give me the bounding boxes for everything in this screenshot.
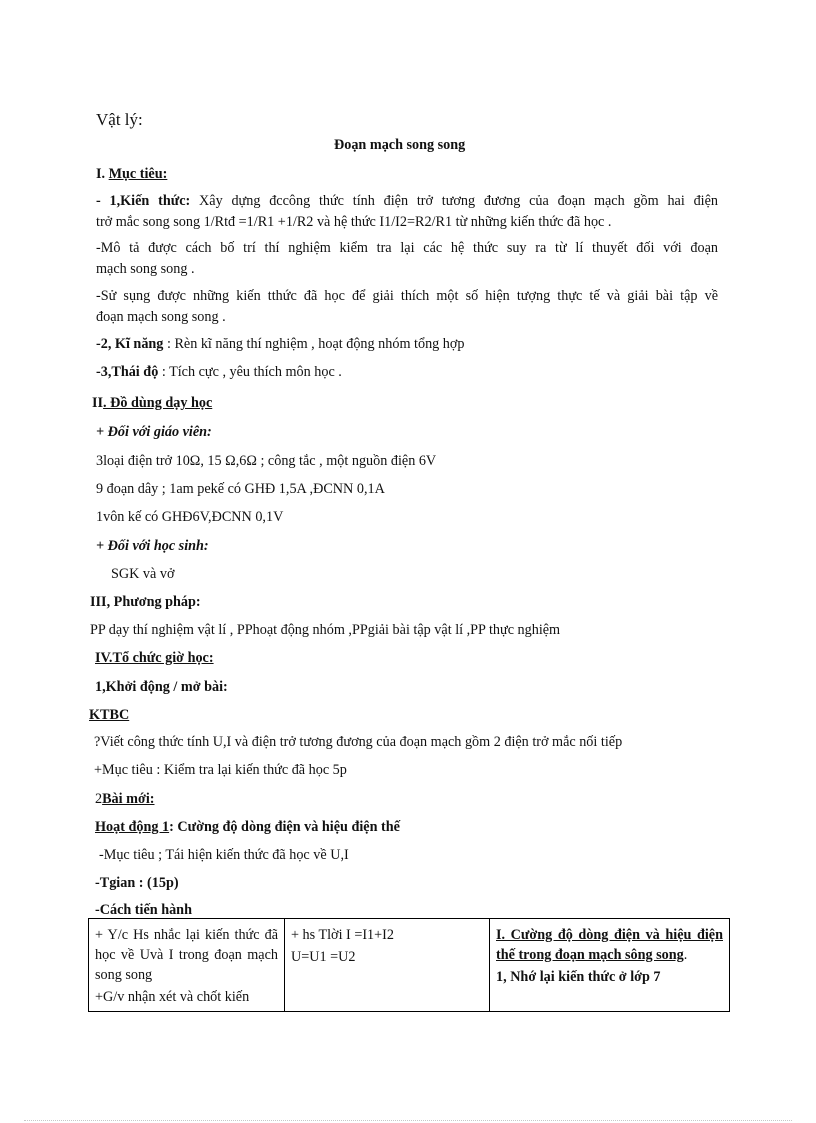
teacher-activity-2: +G/v nhận xét và chốt kiến [95,989,250,1005]
activity-1-goal-text: -Mục tiêu ; Tái hiện kiến thức đã học về U,I [99,847,349,863]
student-item: SGK và vở [111,566,175,582]
objective-knowledge-line-2: trở mắc song song 1/Rtđ =1/R1 +1/R2 và hệ thức I1/I2=R2/R1 từ những kiến thức đã học . [96,214,612,230]
section-3-heading: III, Phương pháp: [90,594,201,610]
ktbc-heading: KTBC [89,707,130,723]
teacher-item-1: 3loại điện trở 10Ω, 15 Ω,6Ω ; công tắc , một nguồn điện 6V [96,453,437,469]
section-1-heading [96,164,167,184]
ktbc-question: ?Viết công thức tính U,I và điện trở tương đương của đoạn mạch gồm 2 điện trở mắc nối tiếp [94,734,623,750]
activity-table [88,918,730,1012]
objective-knowledge-text: Xây dựng đccông thức tính điện trở tương đương của đoạn mạch gồm hai điện [190,193,718,209]
content-heading [496,925,723,965]
skill-lead: -2, Kĩ năng [96,336,164,352]
subject-label: Vật lý: [96,110,143,129]
student-activity-2: U=U1 =U2 [291,949,356,965]
new-lesson-heading [95,789,154,809]
section-4-heading: IV.Tổ chức giờ học: [95,650,214,666]
attitude-text: : Tích cực , yêu thích môn học . [158,364,342,380]
lesson-title: Đoạn mạch song song [334,137,466,153]
activity-1-goal [99,845,349,865]
section-1-title: Mục tiêu: [108,166,168,182]
teacher-item-2: 9 đoạn dây ; 1am pekế có GHĐ 1,5A ,ĐCNN 0,1A [96,481,385,497]
teacher-activity-cell [89,919,285,1012]
objective-describe-line-1: -Mô tả được cách bố trí thí nghiệm kiểm tra lại các hệ thức suy ra từ lí thuyết đối với đoạn [96,240,718,256]
section-2-heading [92,393,212,413]
objective-describe-line-2: mạch song song . [96,261,195,277]
activity-1-title: : Cường độ dòng điện và hiệu điện thế [169,819,400,835]
new-lesson-number: 2 [95,791,103,807]
student-activity-1: + hs Tlời I =I1+I2 [291,927,394,943]
warmup-heading: 1,Khởi động / mở bài: [95,679,228,695]
objective-knowledge-line-1 [96,191,718,211]
attitude-lead: -3,Thái độ [96,364,159,380]
objective-attitude [96,362,342,382]
student-activity-cell [285,919,490,1012]
section-2-number: II [92,395,104,411]
content-subheading: 1, Nhớ lại kiến thức ở lớp 7 [496,969,661,985]
teacher-item-3: 1vôn kế có GHĐ6V,ĐCNN 0,1V [96,509,284,525]
content-cell [490,919,730,1012]
activity-1-heading [95,817,400,837]
section-1-number: I. [96,166,109,182]
activity-1-time: -Tgian : (15p) [95,875,179,891]
activity-1-label: Hoạt động 1 [95,819,170,835]
content-heading-text: I. Cường độ dòng điện và hiệu điện thế trong đoạn mạch sông song [496,927,723,963]
objective-apply-line-2: đoạn mạch song song . [96,309,226,325]
teacher-heading: + Đối với giáo viên: [96,424,212,440]
activity-1-method: -Cách tiến hành [95,902,192,918]
objective-skill [96,334,465,354]
content-heading-tail: . [683,947,688,963]
section-3-text: PP dạy thí nghiệm vật lí , PPhoạt động nhóm ,PPgiải bài tập vật lí ,PP thực nghiệm [90,622,561,638]
objective-knowledge-lead: - 1,Kiến thức: [96,193,191,209]
section-2-title: . Đồ dùng dạy học [103,395,213,411]
skill-text: : Rèn kĩ năng thí nghiệm , hoạt động nhóm tổng hợp [163,336,465,352]
page-bottom-border [24,1120,792,1121]
table-row [89,919,730,1012]
student-heading: + Đối với học sinh: [96,538,209,554]
new-lesson-title: Bài mới: [102,791,155,807]
objective-apply-line-1: -Sử sụng được những kiến tthức đã học để giải thích một số hiện tượng thực tế và giải bài tập về [96,288,718,304]
ktbc-goal: +Mục tiêu : Kiểm tra lại kiến thức đã học 5p [94,762,347,778]
teacher-activity-1: + Y/c Hs nhắc lại kiến thức đã học về Uvà I trong đoạn mạch song song [95,927,278,983]
